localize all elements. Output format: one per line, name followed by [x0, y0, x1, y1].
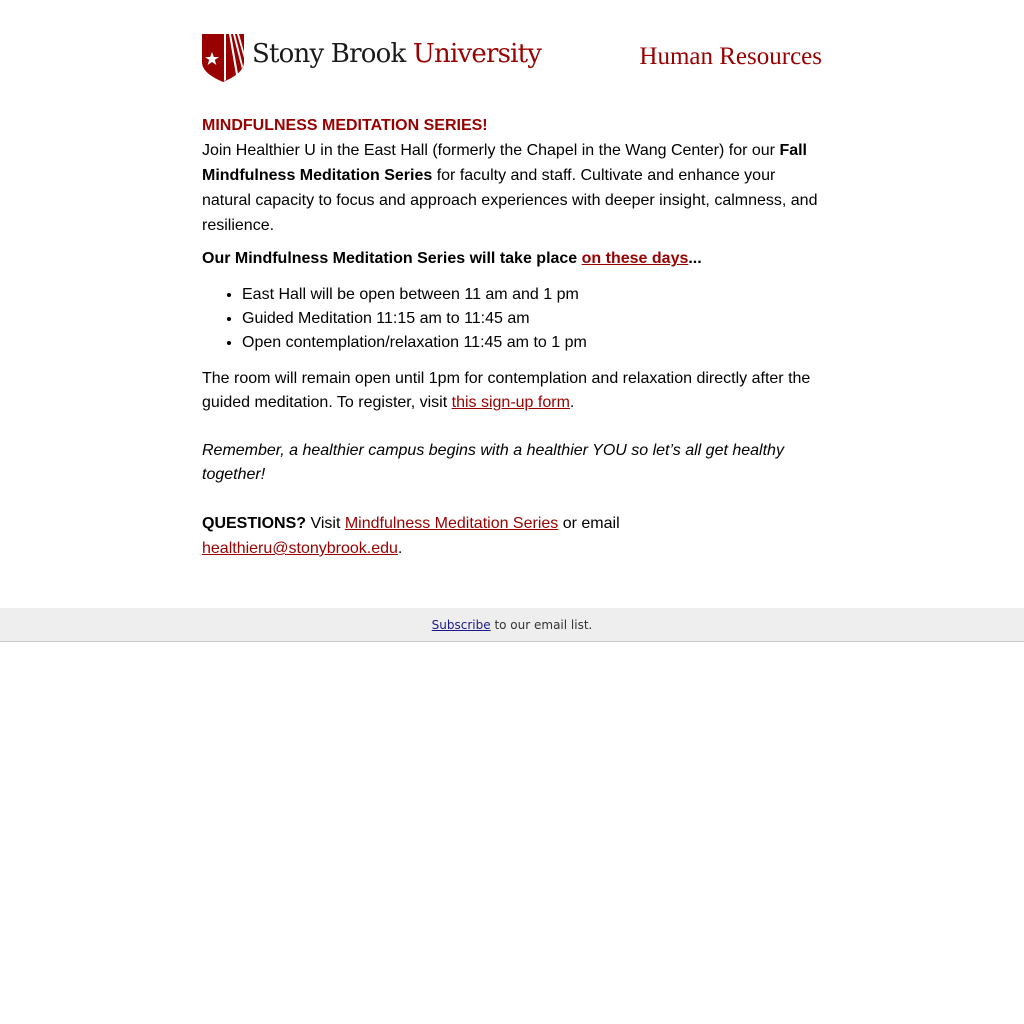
shield-star-icon: [202, 32, 244, 82]
footer-text: to our email list.: [490, 618, 593, 632]
registration-paragraph: [202, 367, 822, 415]
spacer: [202, 415, 822, 439]
questions-label: QUESTIONS?: [202, 515, 307, 532]
list-item: • Open contemplation/relaxation 11:45 am to 1 pm: [242, 331, 822, 355]
registration-suffix: .: [569, 394, 575, 411]
logo-brand-suffix: University: [412, 39, 542, 69]
list-item: • East Hall will be open between 11 am and 1 pm: [242, 283, 822, 307]
article: [202, 113, 822, 561]
logo-brand-name: Stony Brook: [252, 39, 406, 69]
reminder-text: Remember, a healthier campus begins with a healthier YOU so let’s all get healthy together!: [202, 442, 784, 483]
questions-suffix: .: [397, 540, 403, 557]
department-title: Human Resources: [639, 43, 822, 70]
university-logo[interactable]: [202, 32, 541, 82]
schedule-list: [202, 283, 822, 355]
registration-text: The room will remain open until 1pm for contemplation and relaxation directly after the guided meditation. To register, visit: [202, 370, 811, 411]
questions-text: Visit: [306, 515, 345, 532]
email-body: [202, 0, 822, 561]
series-page-link[interactable]: Mindfulness Meditation Series: [344, 515, 559, 532]
intro-bold: Fall Mindfulness Meditation Series: [202, 142, 807, 184]
spacer: [202, 487, 822, 511]
intro-text-rest: for faculty and staff. Cultivate and enhance your natural capacity to focus and approach experiences with deeper insight, calmness, and resilience.: [202, 167, 818, 234]
logo-wordmark: [252, 41, 541, 67]
intro-paragraph: [202, 138, 822, 238]
schedule-days-link[interactable]: on these days: [581, 250, 689, 267]
questions-text-email: or email: [558, 515, 620, 532]
questions-paragraph: [202, 511, 822, 561]
footer-bar: [0, 608, 1024, 642]
header: [202, 0, 822, 100]
schedule-intro-suffix: ...: [688, 250, 702, 267]
signup-form-link[interactable]: this sign-up form: [451, 394, 570, 411]
intro-text: Join Healthier U in the East Hall (formerly the Chapel in the Wang Center) for our: [202, 142, 780, 159]
schedule-intro-text: Our Mindfulness Meditation Series will take place: [202, 250, 582, 267]
email-link[interactable]: healthieru@stonybrook.edu: [202, 540, 398, 557]
schedule-intro: [202, 246, 822, 271]
list-item: • Guided Meditation 11:15 am to 11:45 am: [242, 307, 822, 331]
headline: MINDFULNESS MEDITATION SERIES!: [202, 117, 488, 134]
subscribe-link[interactable]: Subscribe: [431, 618, 491, 632]
